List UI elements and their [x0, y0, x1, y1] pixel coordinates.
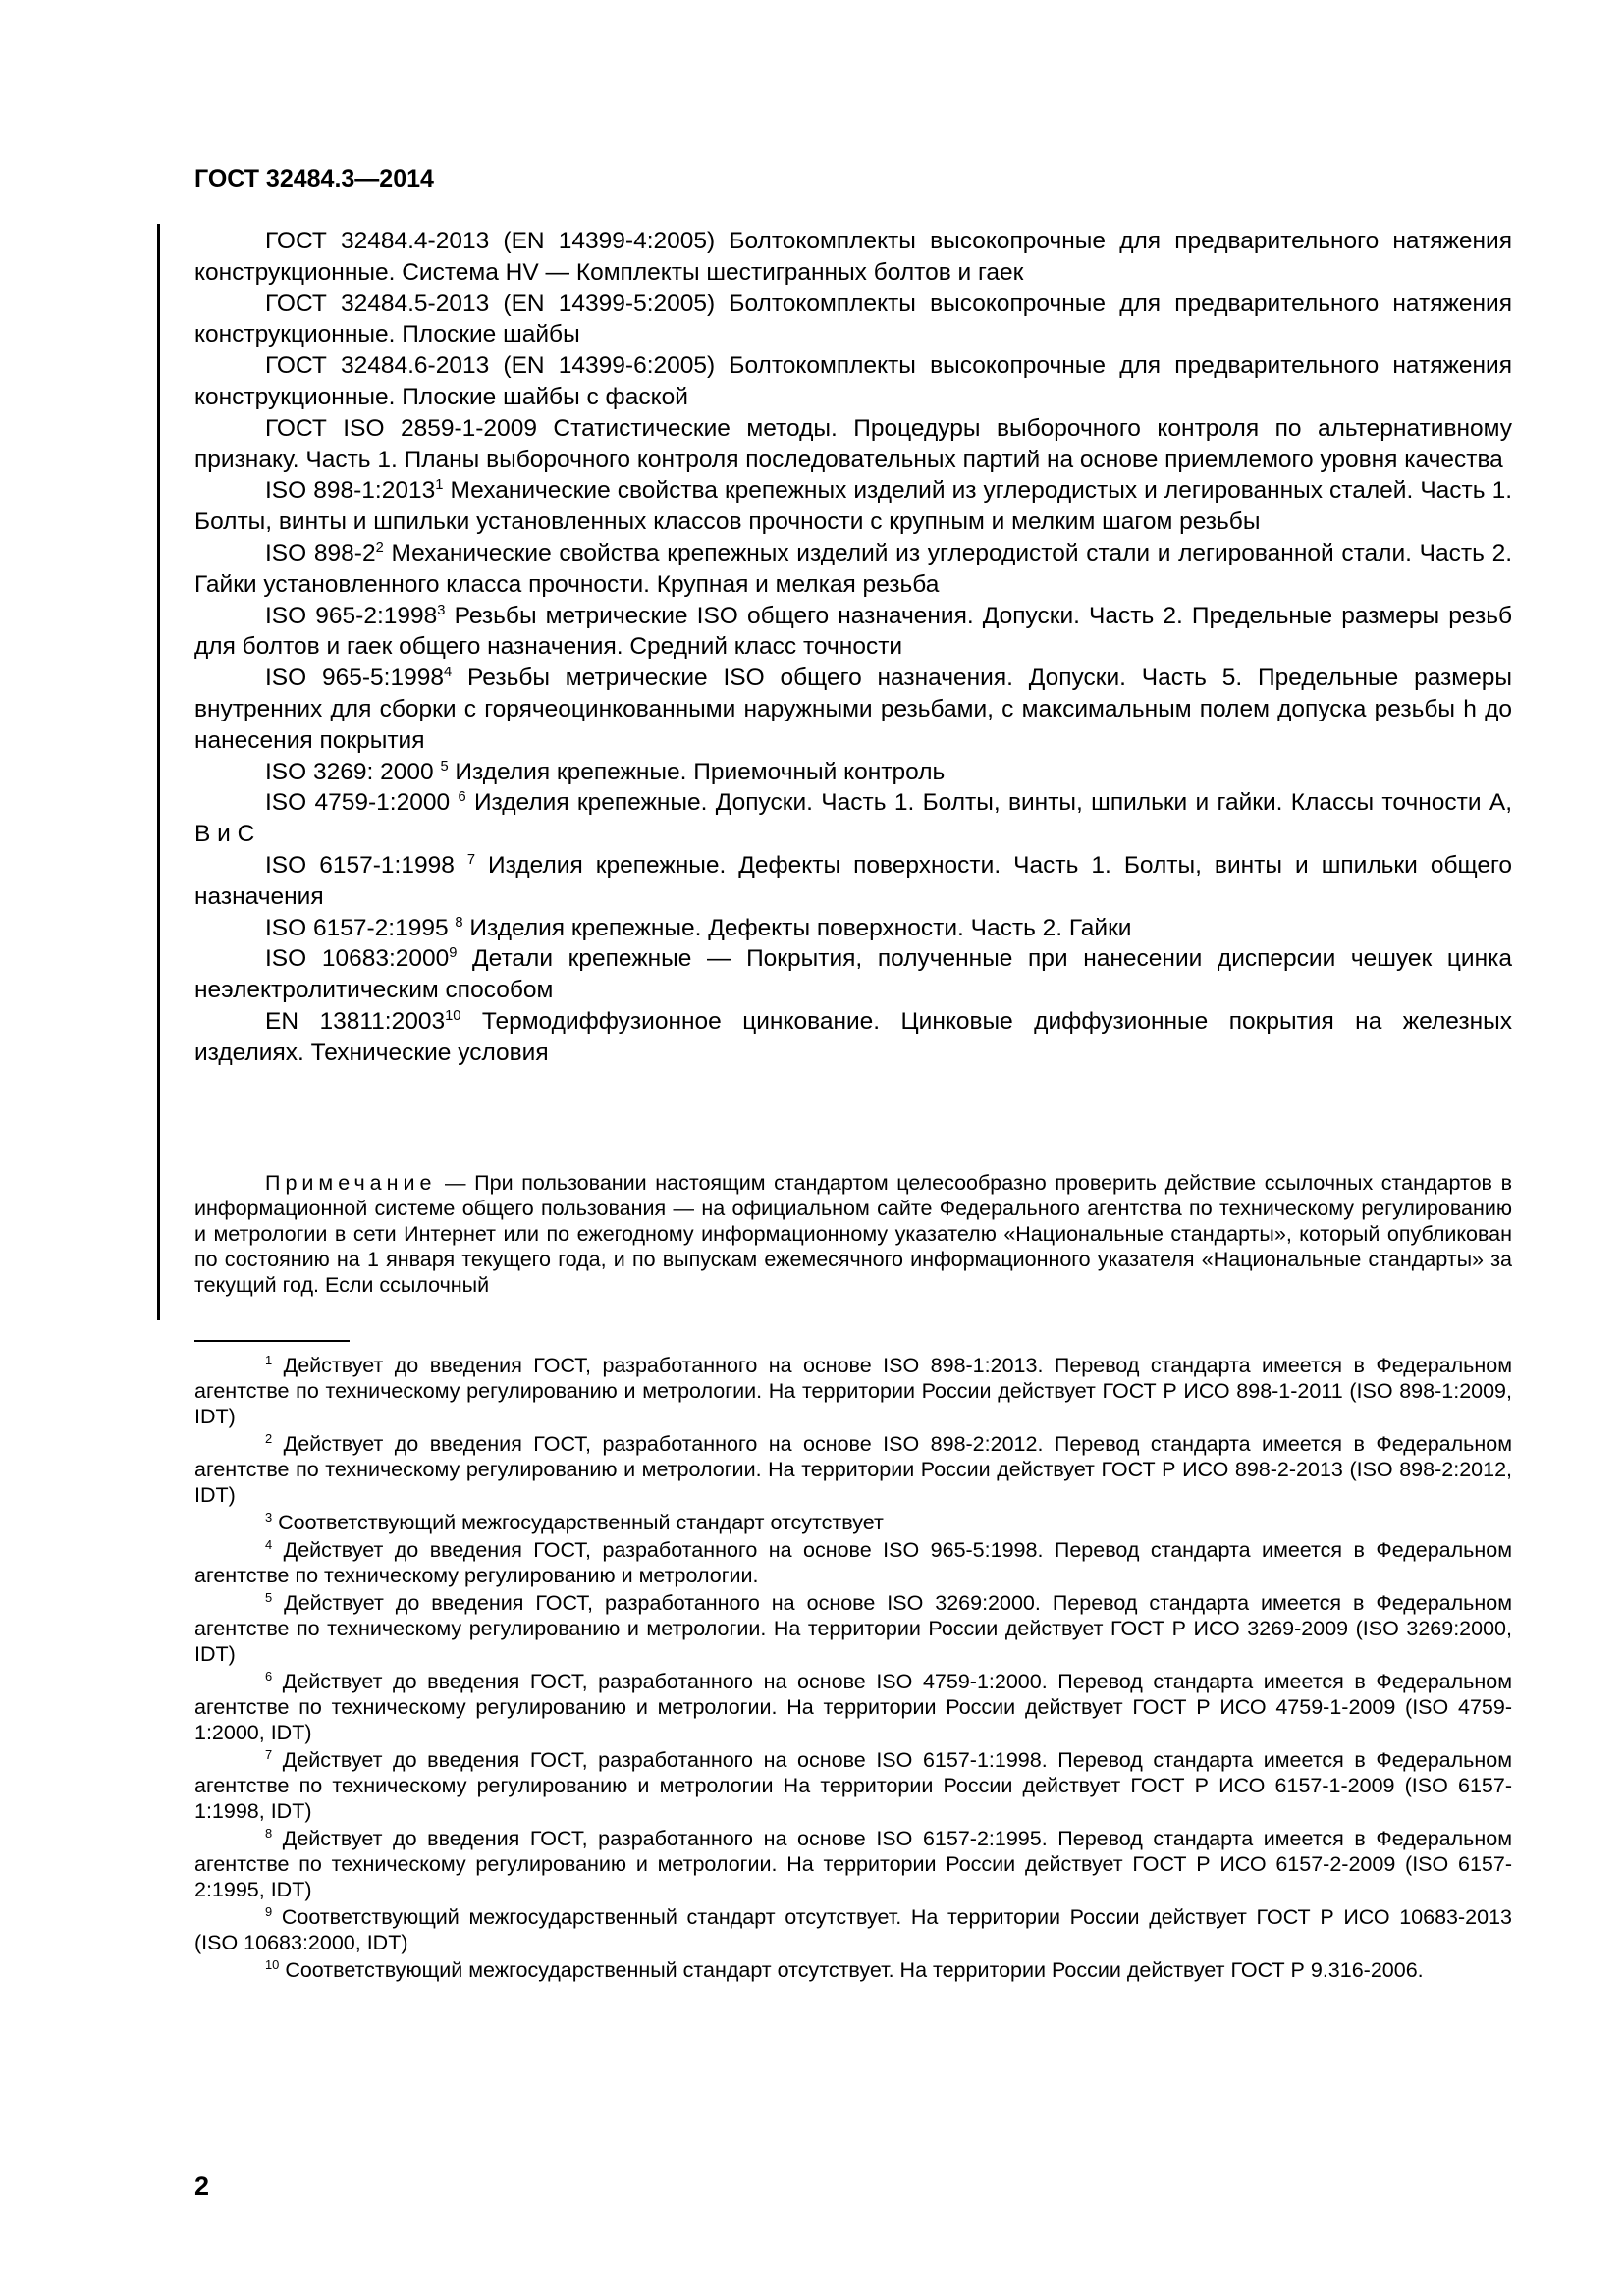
footnote: $^8$ Действует до введения ГОСТ, разработанного на основе ISO 6157-2:1995. Перевод стандарта имеется в Федеральном агентстве по техническому регулированию и метрологии. На территории России действует ГОСТ Р ИСО 6157-2-2009 (ISO 6157-2:1995, IDT): [194, 1825, 1512, 1901]
footnote-separator: [194, 1340, 350, 1342]
footnote-number: 8: [265, 1825, 273, 1841]
footnote-number: 7: [265, 1746, 273, 1762]
footnote-marker: 8: [455, 914, 463, 931]
reference-item: ISO 965-5:1998$^4$ Резьбы метрические ISO общего назначения. Допуски. Часть 5. Предельные размеры внутренних для сборки с горячеоцинкованными наружными резьбами, с максимальным полем допуска резьбы h до нанесения покрытия: [194, 665, 1512, 754]
note-paragraph: [194, 1170, 1512, 1298]
normative-references: [194, 226, 1512, 1069]
page-number: 2: [194, 2171, 210, 2201]
reference-item: ГОСТ 32484.6-2013 (EN 14399-6:2005) Болтокомплекты высокопрочные для предварительного натяжения конструкционные. Плоские шайбы с фаской: [194, 352, 1512, 410]
reference-item: ISO 965-2:1998$^3$ Резьбы метрические ISO общего назначения. Допуски. Часть 2. Предельные размеры резьб для болтов и гаек общего назначения. Средний класс точности: [194, 602, 1513, 661]
footnote-marker: 3: [437, 602, 446, 618]
footnote-marker: 10: [445, 1007, 461, 1024]
footnote-number: 5: [265, 1589, 273, 1605]
reference-item: ГОСТ 32484.5-2013 (EN 14399-5:2005) Болтокомплекты высокопрочные для предварительного натяжения конструкционные. Плоские шайбы: [194, 290, 1512, 348]
reference-item: ISO $898-2^2$ Механические свойства крепежных изделий из углеродистой стали и легированной стали. Часть 2. Гайки установленного класса прочности. Крупная и мелкая резьба: [194, 539, 1512, 598]
footnote: $^4$ Действует до введения ГОСТ, разработанного на основе ISO 965-5:1998. Перевод стандарта имеется в Федеральном агентстве по техническому регулированию и метрологии.: [194, 1536, 1512, 1587]
footnote-number: 1: [265, 1352, 273, 1367]
footnote-number: 2: [265, 1430, 273, 1446]
footnote-marker: 9: [449, 945, 458, 962]
footnote-marker: 6: [458, 789, 466, 806]
footnote-marker: 1: [435, 477, 444, 494]
footnote: $^2$ Действует до введения ГОСТ, разработанного на основе ISO 898-2:2012. Перевод стандарта имеется в Федеральном агентстве по техническому регулированию и метрологии. На территории России действует ГОСТ Р ИСО 898-2-2013 (ISO 898-2:2012, IDT): [194, 1430, 1512, 1507]
note-label: Примечание: [265, 1171, 437, 1195]
footnote-number: 6: [265, 1668, 273, 1683]
footnote: $^3$ Соответствующий межгосударственный стандарт отсутствует: [265, 1509, 884, 1534]
note-text: — При пользовании настоящим стандартом целесообразно проверить действие ссылочных стандартов в информационной системе общего пользования — на официальном сайте Федерального агентства по техническому регулированию и метрологии в сети Интернет или по ежегодному информационному указателю «Национальные стандарты», который опубликован по состоянию на 1 января текущего года, и по выпускам ежемесячного информационного указателя «Национальные стандарты» за текущий год. Если ссылочный: [194, 1171, 1512, 1297]
reference-item: EN 13811:2003$^{10}$ Термодиффузионное цинкование. Цинковые диффузионные покрытия на железных изделиях. Технические условия: [194, 1007, 1512, 1066]
change-bar: [157, 224, 160, 1320]
footnotes: [194, 1353, 1512, 1985]
reference-item: ГОСТ ISO 2859-1-2009 Статистические методы. Процедуры выборочного контроля по альтернативному признаку. Часть 1. Планы выборочного контроля последовательных партий на основе приемлемого уровня качества: [194, 414, 1512, 473]
footnote-number: 10: [265, 1956, 280, 1972]
footnote-marker: 7: [466, 851, 476, 868]
footnote: $^6$ Действует до введения ГОСТ, разработанного на основе ISO 4759-1:2000. Перевод стандарта имеется в Федеральном агентстве по техническому регулированию и метрологии. На территории России действует ГОСТ Р ИСО 4759-1-2009 (ISO 4759-1:2000, IDT): [194, 1668, 1512, 1744]
footnote: $^5$ Действует до введения ГОСТ, разработанного на основе ISO 3269:2000. Перевод стандарта имеется в Федеральном агентстве по техническому регулированию и метрологии. На территории России действует ГОСТ Р ИСО 3269-2009 (ISO 3269:2000, IDT): [194, 1589, 1512, 1666]
footnote-marker: 2: [375, 539, 384, 556]
footnote: $^1$ Действует до введения ГОСТ, разработанного на основе ISO 898-1:2013. Перевод стандарта имеется в Федеральном агентстве по техническому регулированию и метрологии. На территории России действует ГОСТ Р ИСО 898-1-2011 (ISO 898-1:2009, IDT): [194, 1352, 1512, 1428]
reference-item: ISO 6157-2:1995 $^8$ Изделия крепежные. Дефекты поверхности. Часть 2. Гайки: [265, 914, 1132, 941]
reference-item: ISO 4759-1:2000 $^6$ Изделия крепежные. Допуски. Часть 1. Болты, винты, шпильки и гайки. Классы точности A, B и C: [194, 789, 1512, 848]
reference-item: ISO 3269: 2000 $^5$ Изделия крепежные. Приемочный контроль: [265, 758, 946, 785]
reference-item: ГОСТ 32484.4-2013 (EN 14399-4:2005) Болтокомплекты высокопрочные для предварительного натяжения конструкционные. Система HV — Комплекты шестигранных болтов и гаек: [194, 228, 1512, 286]
document-header: ГОСТ 32484.3—2014: [194, 165, 434, 192]
footnote: $^{10}$ Соответствующий межгосударственный стандарт отсутствует. На территории России действует ГОСТ Р 9.316-2006.: [265, 1956, 1424, 1982]
footnote-marker: 4: [444, 665, 453, 680]
footnote: $^9$ Соответствующий межгосударственный стандарт отсутствует. На территории России действует ГОСТ Р ИСО 10683-2013 (ISO 10683:2000, IDT): [194, 1903, 1512, 1954]
reference-item: ISO 10683:2000$^9$ Детали крепежные — Покрытия, полученные при нанесении дисперсии чешуек цинка неэлектролитическим способом: [194, 945, 1513, 1004]
footnote-number: 4: [265, 1536, 273, 1552]
footnote-number: 9: [265, 1903, 273, 1919]
reference-item: ISO 898-1:2013$^1$ Механические свойства крепежных изделий из углеродистых и легированных сталей. Часть 1. Болты, винты и шпильки установленных классов прочности с крупным и мелким шагом резьбы: [194, 477, 1513, 536]
footnote-marker: 5: [440, 758, 449, 774]
footnote: $^7$ Действует до введения ГОСТ, разработанного на основе ISO 6157-1:1998. Перевод стандарта имеется в Федеральном агентстве по техническому регулированию и метрологии На территории России действует ГОСТ Р ИСО 6157-1-2009 (ISO 6157-1:1998, IDT): [194, 1746, 1512, 1823]
footnote-number: 3: [265, 1509, 273, 1524]
reference-item: ISO 6157-1:1998 $^7$ Изделия крепежные. Дефекты поверхности. Часть 1. Болты, винты и шпильки общего назначения: [194, 851, 1513, 910]
